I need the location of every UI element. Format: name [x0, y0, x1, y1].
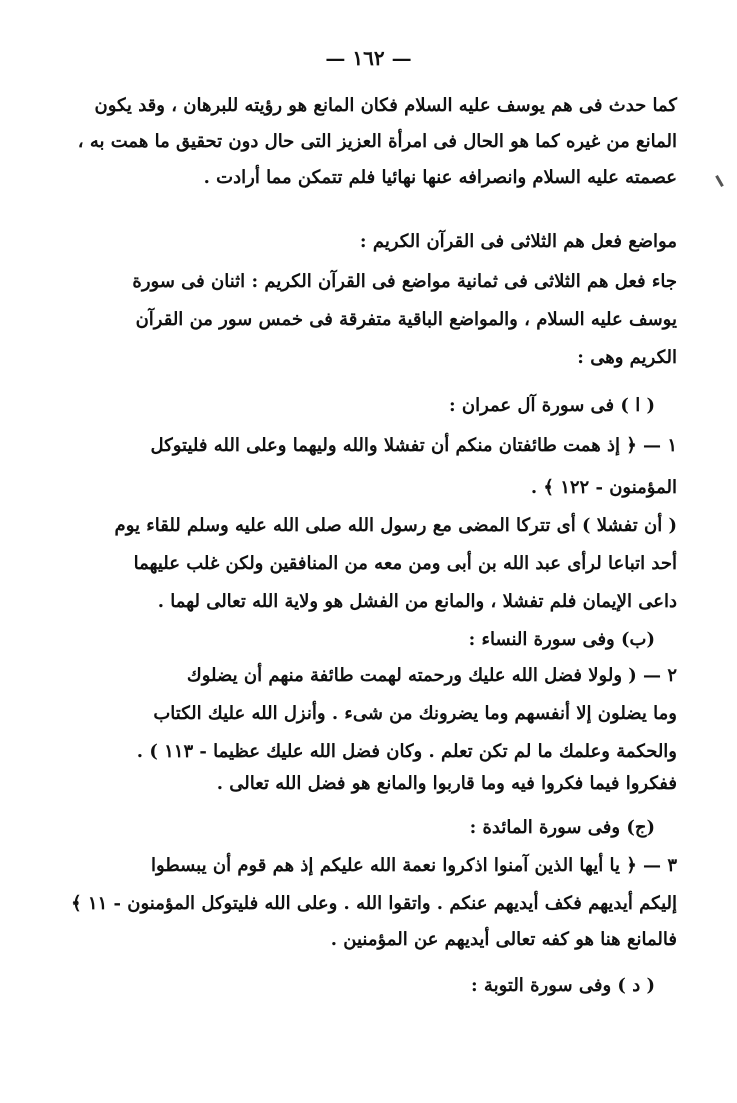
verse-line: وما يضلون إلا أنفسهم وما يضرونك من شىء . وأنزل الله عليك الكتاب — [153, 703, 677, 724]
paragraph-line: فالمانع هنا هو كفه تعالى أيديهم عن المؤمنين . — [330, 929, 677, 950]
paragraph-line: جاء فعل هم الثلاثى فى ثمانية مواضع فى القرآن الكريم : اثنان فى سورة — [132, 271, 677, 292]
verse-line: والحكمة وعلمك ما لم تكن تعلم . وكان فضل الله عليك عظيما - ١١٣ ) . — [136, 741, 677, 762]
paragraph-line: الكريم وهى : — [577, 347, 677, 368]
verse-line: ٣ — ﴿ يا أيها الذين آمنوا اذكروا نعمة الله عليكم إذ هم قوم أن يبسطوا — [151, 855, 677, 876]
paragraph-line: ففكروا فيما فكروا فيه وما قاربوا والمانع هو فضل الله تعالى . — [216, 773, 677, 794]
subsection-heading: (ب) وفى سورة النساء : — [468, 629, 655, 650]
paragraph-line: كما حدث فى هم يوسف عليه السلام فكان المانع هو رؤيته للبرهان ، وقد يكون — [94, 95, 677, 116]
stray-mark — [715, 175, 724, 187]
paragraph-line: داعى الإيمان فلم تفشلا ، والمانع من الفشل هو ولاية الله تعالى لهما . — [157, 591, 677, 612]
verse-line: ١ — ﴿ إذ همت طائفتان منكم أن تفشلا والله وليهما وعلى الله فليتوكل — [150, 435, 677, 456]
verse-line: ٢ — ( ولولا فضل الله عليك ورحمته لهمت طائفة منهم أن يضلوك — [186, 665, 677, 686]
verse-line: إليكم أيديهم فكف أيديهم عنكم . واتقوا الله . وعلى الله فليتوكل المؤمنون - ١١ ﴾ — [71, 893, 677, 914]
subsection-heading: (ج) وفى سورة المائدة : — [469, 817, 655, 838]
paragraph-line: ( أن تفشلا ) أى تتركا المضى مع رسول الله صلى الله عليه وسلم للقاء يوم — [114, 515, 677, 536]
page-number: — ١٦٢ — — [325, 46, 412, 70]
section-heading: مواضع فعل هم الثلاثى فى القرآن الكريم : — [359, 231, 677, 252]
subsection-heading: ( ا ) فى سورة آل عمران : — [448, 395, 655, 416]
paragraph-line: يوسف عليه السلام ، والمواضع الباقية متفرقة فى خمس سور من القرآن — [135, 309, 677, 330]
verse-line: المؤمنون - ١٢٢ ﴾ . — [530, 477, 677, 498]
paragraph-line: أحد اتباعا لرأى عبد الله بن أبى ومن معه من المنافقين ولكن غلب عليهما — [133, 553, 677, 574]
paragraph-line: عصمته عليه السلام وانصرافه عنها نهائيا فلم تتمكن مما أرادت . — [203, 167, 677, 188]
subsection-heading: ( د ) وفى سورة التوبة : — [471, 975, 655, 996]
paragraph-line: المانع من غيره كما هو الحال فى امرأة العزيز التى حال دون تحقيق ما همت به ، — [77, 131, 677, 152]
